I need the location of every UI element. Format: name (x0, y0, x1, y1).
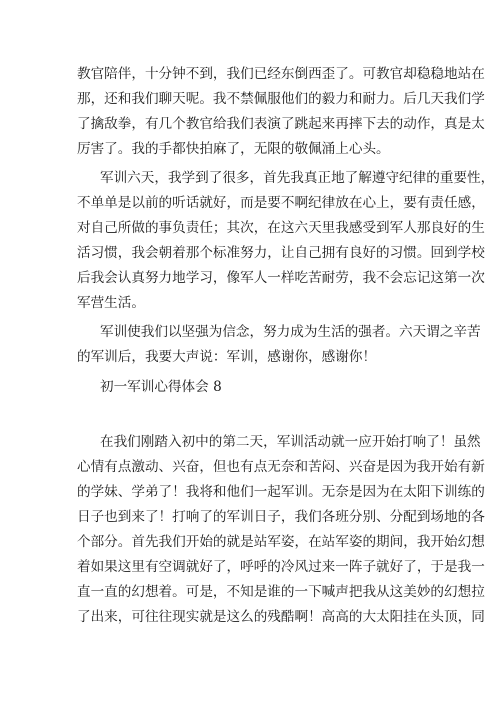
text-line: 在我们刚踏入初中的第二天，军训活动就一应开始打响了！虽然 (100, 434, 481, 450)
text-line: 了擒敌拳，有几个教官给我们表演了跳起来再摔下去的动作，真是太 (77, 116, 485, 132)
text-line: 直一直的幻想着。可是，不知是谁的一下喊声把我从这美妙的幻想拉 (77, 584, 485, 600)
text-line: 教官陪伴，十分钟不到，我们已经东倒西歪了。可教官却稳稳地站在 (77, 66, 485, 82)
section-heading: 初一军训心得体会 8 (100, 379, 222, 395)
text-line: 的学妹、学弟了！我将和他们一起军训。无奈是因为在太阳下训练的 (77, 484, 485, 500)
text-line: 对自己所做的事负责任；其次，在这六天里我感受到军人那良好的生 (77, 220, 485, 236)
text-line: 军训六天，我学到了很多，首先我真正地了解遵守纪律的重要性， (100, 170, 495, 186)
text-line: 军营生活。 (77, 295, 145, 311)
text-line: 了出来，可往往现实就是这么的残酷啊！高高的大太阳挂在头顶，同 (77, 609, 485, 625)
text-line: 后我会认真努力地学习，像军人一样吃苦耐劳，我不会忘记这第一次 (77, 270, 485, 286)
text-line: 日子也到来了！打响了的军训日子，我们各班分别、分配到场地的各 (77, 509, 485, 525)
text-line: 活习惯，我会朝着那个标准努力，让自己拥有良好的习惯。回到学校 (77, 245, 485, 261)
text-line: 那，还和我们聊天呢。我不禁佩服他们的毅力和耐力。后几天我们学 (77, 91, 485, 107)
text-line: 厉害了。我的手都快拍麻了，无限的敬佩涌上心头。 (77, 141, 390, 157)
text-line: 军训使我们以坚强为信念，努力成为生活的强者。六天谓之辛苦 (100, 324, 481, 340)
text-line: 着如果这里有空调就好了，呼呼的冷风过来一阵子就好了，于是我一 (77, 559, 485, 575)
text-line: 不单单是以前的听话就好，而是要不啊纪律放在心上，要有责任感， (77, 195, 485, 211)
text-line: 的军训后，我要大声说：军训，感谢你，感谢你！ (77, 349, 377, 365)
text-line: 心情有点激动、兴奋，但也有点无奈和苦闷、兴奋是因为我开始有新 (77, 459, 485, 475)
text-line: 个部分。首先我们开始的就是站军姿，在站军姿的期间，我开始幻想 (77, 534, 485, 550)
